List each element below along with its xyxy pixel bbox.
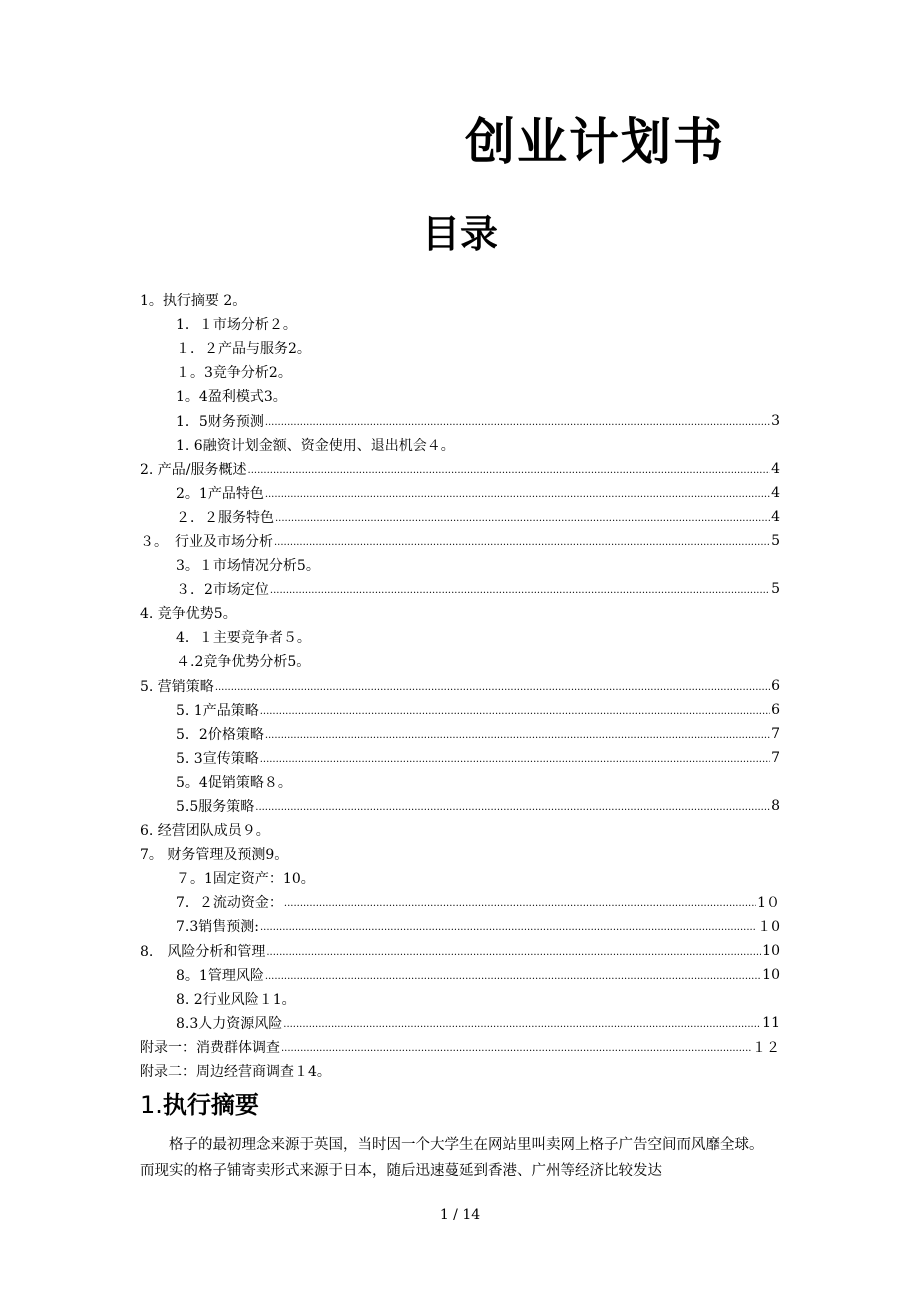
toc-entry-title: 5. 3宣传策略 [176, 750, 259, 767]
toc-entry[interactable] [140, 384, 780, 408]
page-number: 1 / 14 [439, 1207, 481, 1223]
toc-entry[interactable] [140, 312, 780, 336]
toc-entry-title: 2. 产品/服务概述 [140, 461, 247, 478]
toc-entry[interactable] [140, 963, 780, 987]
toc-entry[interactable] [140, 505, 780, 529]
toc-entry[interactable] [140, 842, 780, 866]
toc-entry[interactable] [140, 939, 780, 963]
toc-entry-title: ４.2竞争优势分析5。 [176, 654, 311, 671]
toc-entry-title: ３．2市场定位 [176, 582, 269, 599]
toc-leader-dots [284, 895, 756, 909]
toc-entry[interactable] [140, 746, 780, 770]
toc-entry-page: 3 [771, 412, 780, 429]
toc-leader-dots [265, 486, 770, 500]
toc-entry-title: 1。执行摘要 2。 [140, 293, 247, 310]
toc-entry-title: １．２产品与服务2。 [176, 341, 311, 358]
toc-entry-title: 5。4促销策略８。 [176, 774, 292, 791]
toc-entry-page: 7 [771, 749, 780, 766]
toc-leader-dots [215, 679, 770, 693]
toc-entry-title: 附录二：周边经营商调查１4。 [140, 1064, 331, 1081]
toc-entry-title: 6. 经营团队成员９。 [140, 823, 270, 840]
toc-entry[interactable] [140, 553, 780, 577]
toc-entry-page: 6 [771, 701, 780, 718]
toc-entry-title: １。3竞争分析2。 [176, 365, 292, 382]
toc-entry-title: 2。1产品特色 [176, 485, 264, 502]
toc-entry[interactable] [140, 794, 780, 818]
toc-leader-dots [265, 414, 770, 428]
section-number: 1. [140, 1091, 163, 1119]
toc-entry-title: 5.5服务策略 [176, 799, 255, 816]
toc-entry-page: 4 [771, 508, 780, 525]
toc-entry-title: 8.3人力资源风险 [176, 1015, 283, 1032]
toc-entry[interactable] [140, 1035, 780, 1059]
toc-leader-dots [270, 582, 770, 596]
toc-leader-dots [260, 919, 756, 933]
toc-entry-page: 10 [762, 966, 780, 983]
toc-entry-title: 5. 营销策略 [140, 678, 214, 695]
toc-entry-page: １0 [757, 919, 780, 936]
toc-leader-dots [281, 1040, 751, 1054]
toc-entry[interactable] [140, 457, 780, 481]
toc-entry-title: 8. 风险分析和管理 [140, 943, 266, 960]
toc-leader-dots [266, 944, 761, 958]
toc-entry[interactable] [140, 529, 780, 553]
section-title: 执行摘要 [162, 1091, 259, 1119]
toc-leader-dots [265, 968, 761, 982]
toc-entry-page: 10 [762, 942, 780, 959]
toc-entry-title: 1．5财务预测 [176, 413, 264, 430]
toc-entry-title: 3。１市场情况分析5。 [176, 558, 320, 575]
toc-entry[interactable] [140, 698, 780, 722]
toc-entry[interactable] [140, 818, 780, 842]
toc-entry[interactable] [140, 890, 780, 914]
toc-leader-dots [275, 510, 770, 524]
toc-entry[interactable] [140, 288, 780, 312]
toc-leader-dots [260, 703, 770, 717]
toc-entry-page: 5 [771, 532, 780, 549]
toc-entry-title: 5．2价格策略 [176, 726, 264, 743]
document-title: 创业计划书 [465, 113, 725, 171]
toc-leader-dots [265, 727, 770, 741]
toc-entry-title: ３。 行业及市场分析 [140, 533, 273, 550]
body-paragraph: 格子的最初理念来源于英国，当时因一个大学生在网站里叫卖网上格子广告空间而风靡全球。 而现实的格子铺寄卖形式来源于日本，随后迅速蔓延到香港、广州等经济比较发达 [140, 1137, 764, 1179]
toc-entry[interactable] [140, 360, 780, 384]
toc-entry[interactable] [140, 433, 780, 457]
toc-entry[interactable] [140, 722, 780, 746]
toc-entry-title: 1. 6融资计划金额、资金使用、退出机会４。 [176, 437, 455, 454]
toc-entry-title: 7。 财务管理及预测9。 [140, 847, 289, 864]
toc-entry[interactable] [140, 649, 780, 673]
toc-entry-title: 7．２流动资金： [176, 895, 283, 912]
toc-entry[interactable] [140, 481, 780, 505]
toc-entry[interactable] [140, 601, 780, 625]
toc-entry[interactable] [140, 577, 780, 601]
toc-entry[interactable] [140, 1011, 780, 1035]
toc-entry-title: 5. 1产品策略 [176, 702, 259, 719]
toc-entry-title: 7.3销售预测: [176, 919, 259, 936]
toc-entry[interactable] [140, 770, 780, 794]
toc-entry-page: 4 [771, 460, 780, 477]
toc-entry[interactable] [140, 866, 780, 890]
toc-leader-dots [274, 534, 770, 548]
toc-entry-title: 1．１市场分析２。 [176, 317, 297, 334]
toc-entry-page: 11 [762, 1014, 780, 1031]
toc-entry-page: 4 [771, 484, 780, 501]
toc-leader-dots [248, 462, 771, 476]
toc-entry-page: 8 [771, 798, 780, 815]
toc-leader-dots [255, 799, 770, 813]
toc-entry[interactable] [140, 625, 780, 649]
toc-entry[interactable] [140, 408, 780, 432]
toc-entry[interactable] [140, 336, 780, 360]
toc-entry-page: 6 [771, 677, 780, 694]
toc-entry-title: 1。4盈利模式3。 [176, 389, 287, 406]
toc-leader-dots [283, 1016, 761, 1030]
toc-heading: 目录 [421, 212, 498, 256]
toc-entry[interactable] [140, 674, 780, 698]
toc-entry-page: 1０ [757, 895, 780, 912]
toc-entry-title: ２．２服务特色 [176, 509, 274, 526]
toc-entry-title: 8。1管理风险 [176, 967, 264, 984]
toc-entry[interactable] [140, 987, 780, 1011]
toc-entry-title: 8. 2行业风险１1。 [176, 991, 296, 1008]
toc-leader-dots [260, 751, 770, 765]
toc-entry[interactable] [140, 1059, 780, 1083]
toc-entry-title: ７。1固定资产：10。 [176, 871, 315, 888]
section-heading [140, 1091, 259, 1120]
toc-entry-title: 附录一：消费群体调查 [140, 1039, 280, 1056]
toc-entry-page: １２ [752, 1039, 780, 1056]
toc-entry[interactable] [140, 914, 780, 938]
toc-entry-page: 7 [771, 725, 780, 742]
toc-entry-title: 4. 竞争优势5。 [140, 606, 237, 623]
table-of-contents [140, 288, 780, 1083]
toc-entry-page: 5 [771, 581, 780, 598]
toc-entry-title: 4．１主要竞争者５。 [176, 630, 311, 647]
